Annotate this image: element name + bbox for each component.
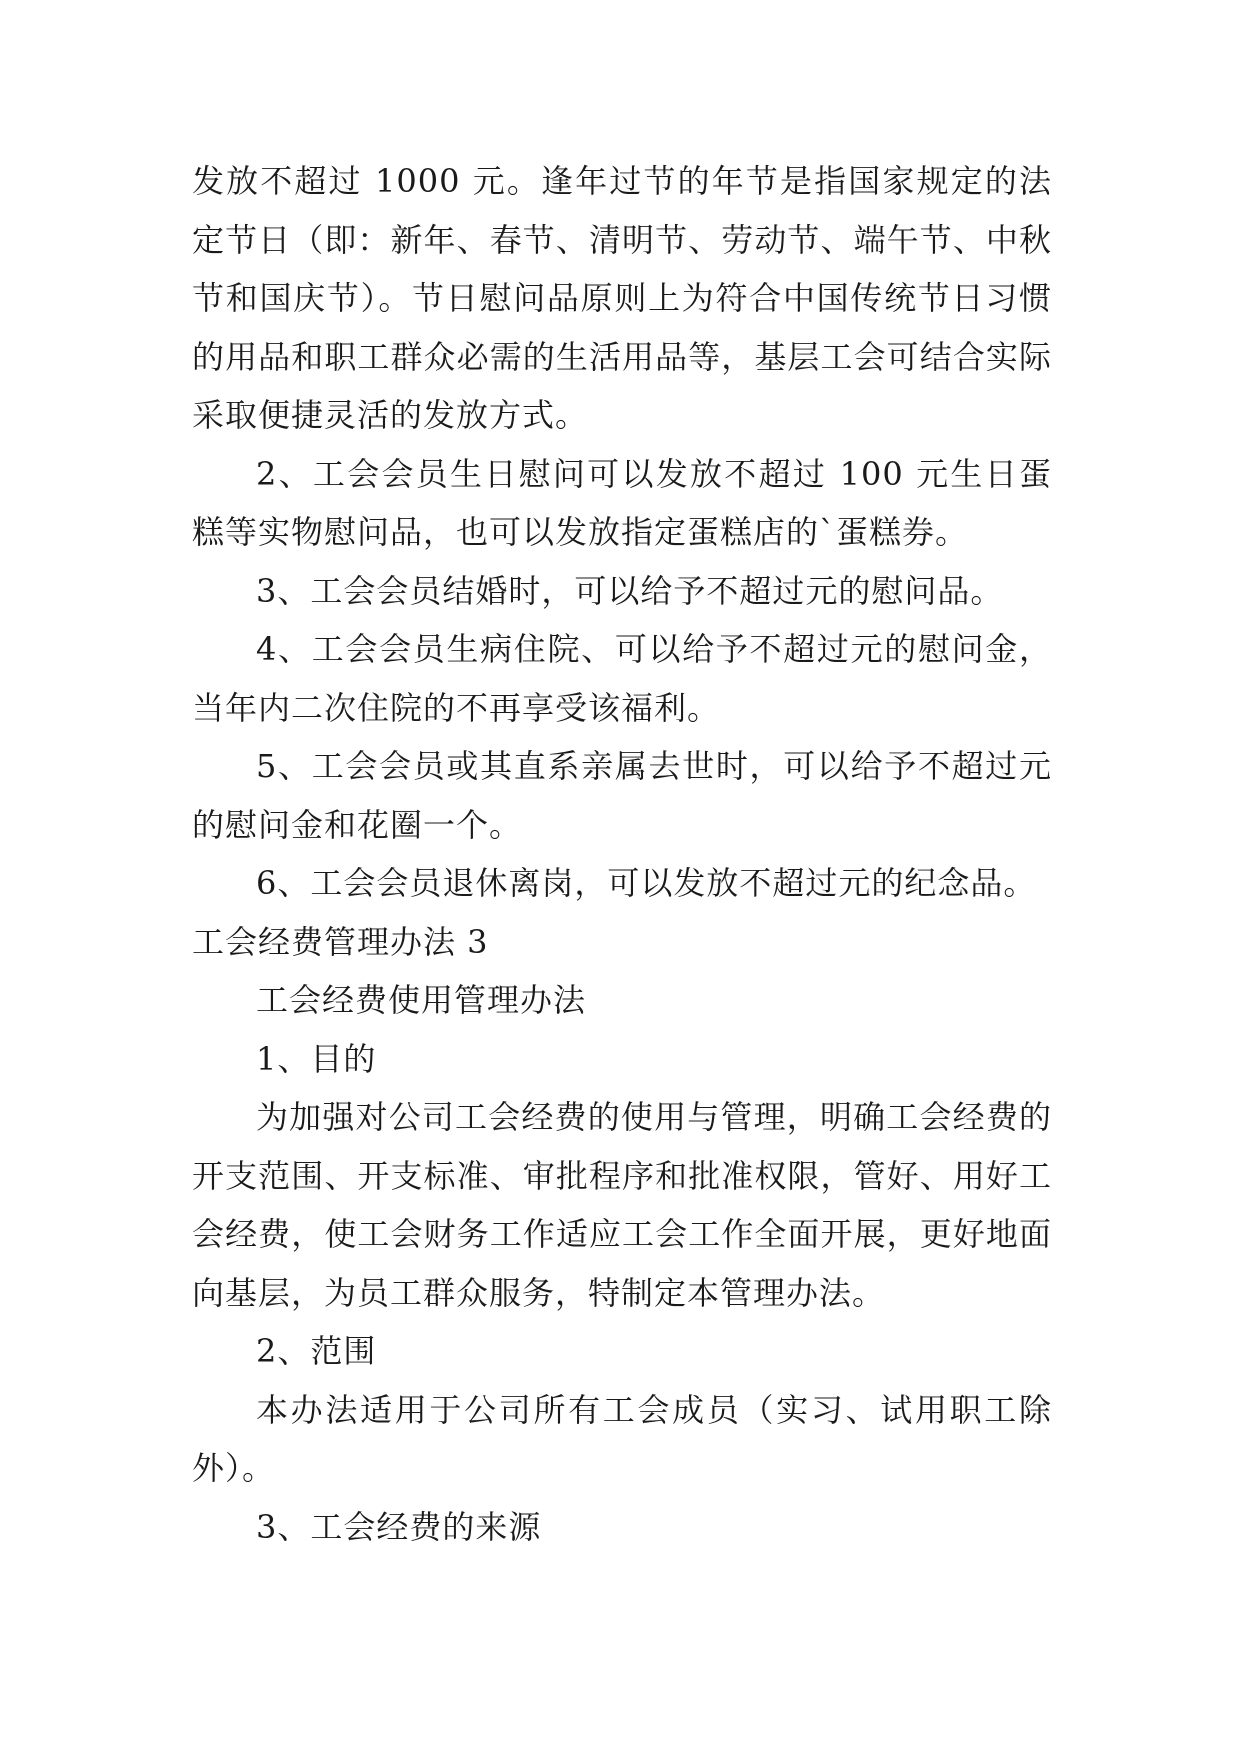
paragraph-item-3-wedding: 3、工会会员结婚时，可以给予不超过元的慰问品。	[256, 571, 1004, 610]
document-body	[192, 152, 1052, 1556]
paragraph-item-6-retirement: 6、工会会员退休离岗，可以发放不超过元的纪念品。	[256, 864, 1037, 902]
clause-1-body: 为加强对公司工会经费的使用与管理，明确工会经费的开支范围、开支标准、审批程序和批准权限，管好、用好工会经费，使工会财务工作适应工会工作全面开展，更好地面向基层，为员工群众服务，特制定本管理办法。	[192, 1098, 1052, 1312]
paragraph-item-4-hospital: 4、工会会员生病住院、可以给予不超过元的慰问金，当年内二次住院的不再享受该福利。	[192, 630, 1052, 727]
section-heading: 工会经费管理办法 3	[192, 922, 489, 961]
clause-3-title: 3、工会经费的来源	[256, 1507, 542, 1546]
paragraph-item-2-birthday: 2、工会会员生日慰问可以发放不超过 100 元生日蛋糕等实物慰问品，也可以发放指定蛋糕店的`蛋糕券。	[192, 454, 1052, 551]
document-subtitle: 工会经费使用管理办法	[256, 981, 587, 1019]
clause-1-title: 1、目的	[256, 1039, 377, 1078]
paragraph-holiday-gifts: 发放不超过 1000 元。逢年过节的年节是指国家规定的法定节日（即：新年、春节、清明节、劳动节、端午节、中秋节和国庆节）。节日慰问品原则上为符合中国传统节日习惯的用品和职工群众必需的生活用品等，基层工会可结合实际采取便捷灵活的发放方式。	[192, 162, 1052, 434]
paragraph-item-5-bereavement: 5、工会会员或其直系亲属去世时，可以给予不超过元的慰问金和花圈一个。	[192, 747, 1052, 844]
clause-2-title: 2、范围	[256, 1332, 377, 1370]
clause-2-body: 本办法适用于公司所有工会成员（实习、试用职工除外）。	[192, 1390, 1052, 1487]
